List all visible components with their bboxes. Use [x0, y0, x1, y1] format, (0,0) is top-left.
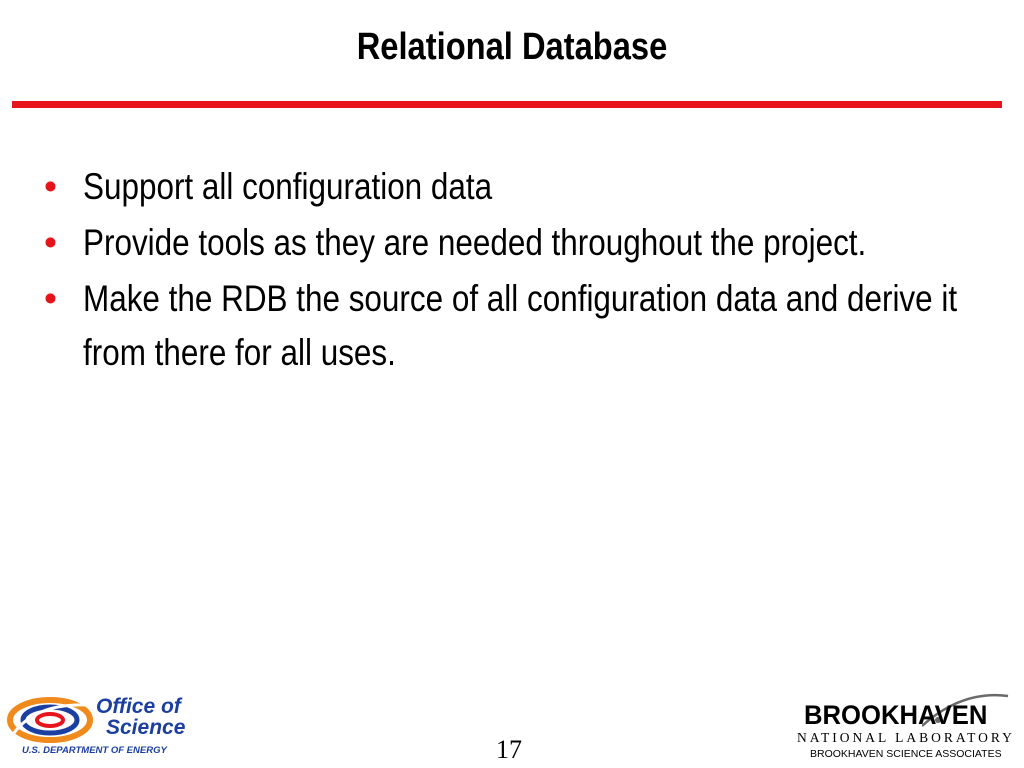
doe-logo-line1: Office of: [96, 695, 181, 718]
bullet-text: Provide tools as they are needed throughout the project.: [83, 222, 867, 263]
bullet-text: Make the RDB the source of all configuration data and derive it from there for all uses.: [83, 278, 958, 373]
office-of-science-logo: [6, 693, 216, 763]
bullet-text: Support all configuration data: [83, 166, 493, 207]
bullet-item: [44, 272, 1004, 380]
brookhaven-wordmark: BROOKHAVEN: [804, 700, 988, 730]
bullet-marker: •: [44, 222, 57, 263]
doe-logo-line2: Science: [106, 716, 186, 739]
slide-title: Relational Database: [356, 26, 668, 68]
brookhaven-logo: [792, 690, 1018, 766]
brookhaven-associates: BROOKHAVEN SCIENCE ASSOCIATES: [810, 748, 1002, 760]
bullet-item: [44, 160, 1004, 214]
title-divider: [12, 101, 1002, 108]
bullet-list: [44, 160, 1004, 382]
bullet-marker: •: [44, 166, 57, 207]
page-number: 17: [496, 735, 522, 764]
doe-logo-caption: U.S. DEPARTMENT OF ENERGY: [22, 745, 167, 756]
doe-swirl-icon: [6, 695, 94, 745]
brookhaven-subtitle: NATIONAL LABORATORY: [797, 730, 1015, 745]
bullet-marker: •: [44, 278, 57, 319]
bullet-item: [44, 216, 1004, 270]
